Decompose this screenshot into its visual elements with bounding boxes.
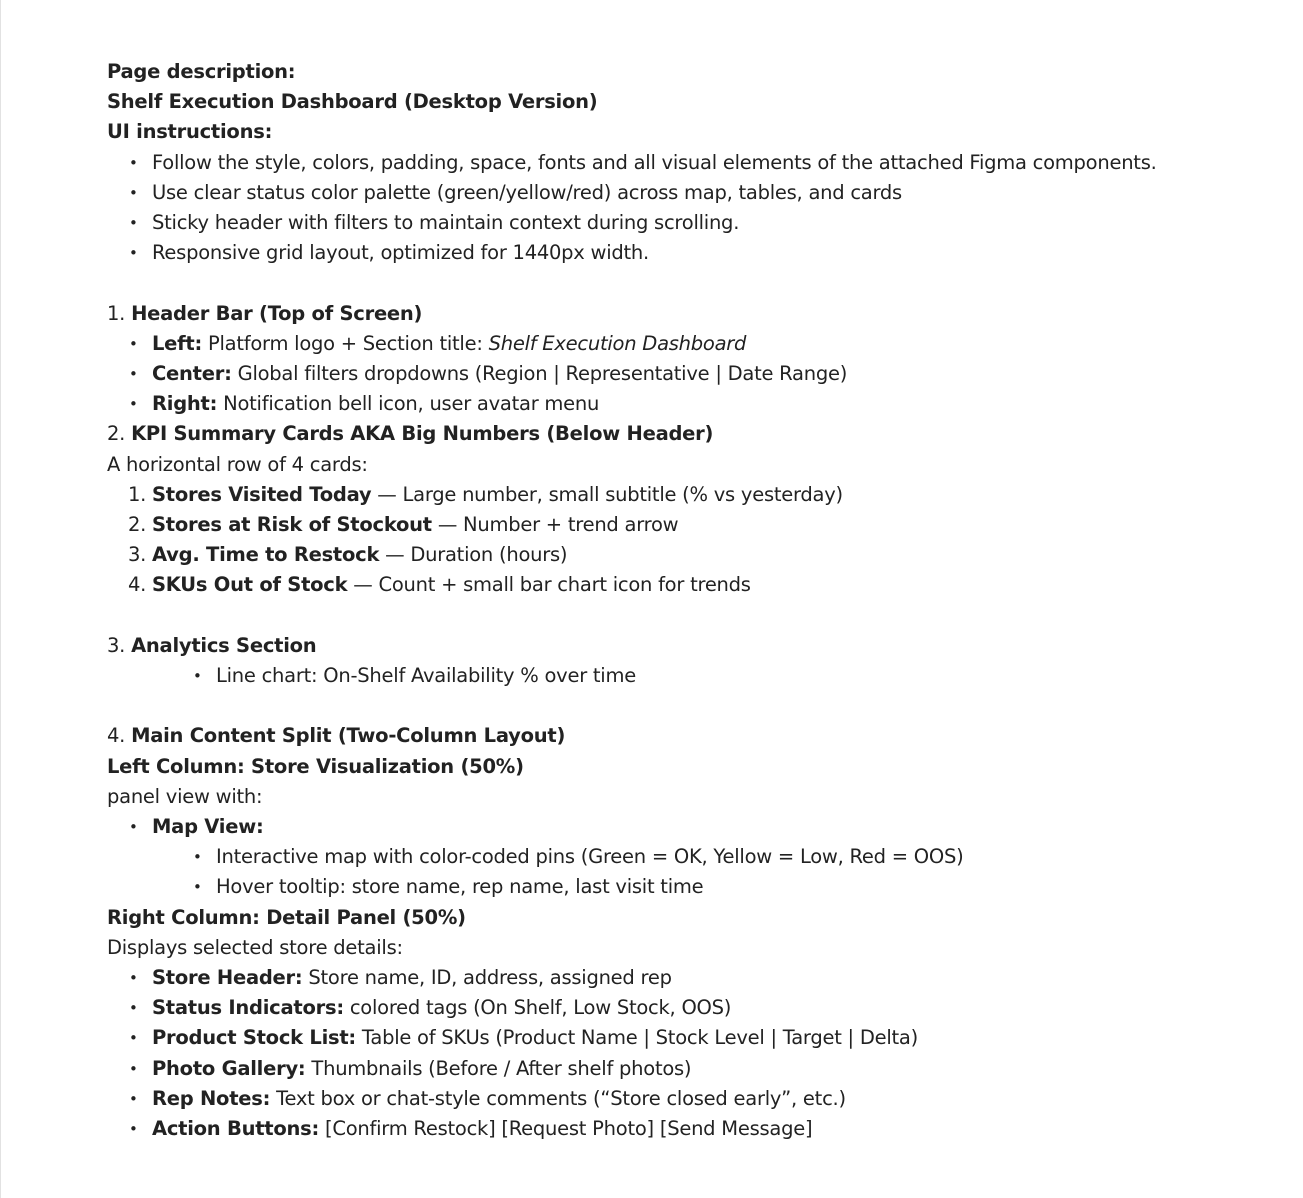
item-label: Map View: bbox=[152, 815, 264, 839]
list-item: • Line chart: On-Shelf Availability % over time bbox=[107, 661, 1287, 691]
section-4-heading bbox=[107, 721, 1287, 751]
item-text: — Number + trend arrow bbox=[431, 513, 679, 537]
item-number: 1. bbox=[128, 482, 147, 506]
section-number: 2. bbox=[107, 422, 126, 446]
list-item bbox=[107, 993, 1287, 1023]
left-column-list bbox=[107, 812, 1287, 842]
section-intro: A horizontal row of 4 cards: bbox=[107, 452, 368, 476]
document-body bbox=[107, 57, 1287, 1144]
left-column-intro: panel view with: bbox=[107, 784, 263, 808]
list-item bbox=[107, 1084, 1287, 1114]
right-column-heading: Right Column: Detail Panel (50%) bbox=[107, 905, 466, 929]
item-label: Left: bbox=[152, 331, 203, 355]
spacer bbox=[107, 268, 1287, 298]
list-item: • Sticky header with filters to maintain context during scrolling. bbox=[107, 208, 1287, 238]
right-column-intro: Displays selected store details: bbox=[107, 935, 403, 959]
item-label: Right: bbox=[152, 392, 218, 416]
list-item: • Interactive map with color-coded pins (Green = OK, Yellow = Low, Red = OOS) bbox=[107, 842, 1287, 872]
map-view-list bbox=[107, 842, 1287, 902]
list-item bbox=[107, 329, 1287, 359]
item-text: Global filters dropdowns (Region | Representative | Date Range) bbox=[231, 362, 848, 386]
left-column-heading: Left Column: Store Visualization (50%) bbox=[107, 754, 524, 778]
list-item bbox=[107, 1023, 1287, 1053]
section-1-heading bbox=[107, 299, 1287, 329]
section-number: 3. bbox=[107, 633, 126, 657]
list-item: • Hover tooltip: store name, rep name, last visit time bbox=[107, 872, 1287, 902]
item-label: Status Indicators: bbox=[152, 996, 344, 1020]
item-italic-text: Shelf Execution Dashboard bbox=[488, 331, 747, 355]
list-item bbox=[107, 480, 1287, 510]
item-text: [Confirm Restock] [Request Photo] [Send Message] bbox=[319, 1117, 813, 1141]
list-item bbox=[107, 812, 1287, 842]
list-item bbox=[107, 359, 1287, 389]
item-label: Avg. Time to Restock bbox=[152, 543, 380, 567]
list-item: • Responsive grid layout, optimized for 1440px width. bbox=[107, 238, 1287, 268]
section-2-heading bbox=[107, 419, 1287, 449]
section-3-heading bbox=[107, 631, 1287, 661]
item-text: Thumbnails (Before / After shelf photos) bbox=[305, 1056, 692, 1080]
page-description-label: Page description: bbox=[107, 60, 296, 83]
item-label: Product Stock List: bbox=[152, 1026, 356, 1050]
item-text: Platform logo + Section title: bbox=[202, 331, 489, 355]
item-text: — Count + small bar chart icon for trends bbox=[347, 573, 751, 597]
section-title: Main Content Split (Two-Column Layout) bbox=[131, 724, 566, 748]
list-item bbox=[107, 540, 1287, 570]
item-label: Store Header: bbox=[152, 966, 303, 990]
item-label: Stores at Risk of Stockout bbox=[152, 513, 432, 537]
item-text: Notification bell icon, user avatar menu bbox=[217, 392, 600, 416]
section-title: Analytics Section bbox=[131, 633, 317, 657]
list-item bbox=[107, 1054, 1287, 1084]
item-label: Photo Gallery: bbox=[152, 1056, 306, 1080]
spacer bbox=[107, 601, 1287, 631]
kpi-cards-list bbox=[107, 480, 1287, 601]
header-bar-list bbox=[107, 329, 1287, 420]
list-item: • Use clear status color palette (green/yellow/red) across map, tables, and cards bbox=[107, 178, 1287, 208]
item-text: — Duration (hours) bbox=[379, 543, 568, 567]
list-item bbox=[107, 570, 1287, 600]
list-item bbox=[107, 389, 1287, 419]
section-number: 1. bbox=[107, 301, 126, 325]
ui-instructions-label: UI instructions: bbox=[107, 120, 273, 144]
item-text: Store name, ID, address, assigned rep bbox=[302, 966, 672, 990]
item-text: — Large number, small subtitle (% vs yesterday) bbox=[371, 482, 843, 506]
ui-instructions-list bbox=[107, 148, 1287, 269]
item-text: Text box or chat-style comments (“Store closed early”, etc.) bbox=[270, 1086, 846, 1110]
list-item bbox=[107, 1114, 1287, 1144]
right-column-list bbox=[107, 963, 1287, 1144]
page-title: Shelf Execution Dashboard (Desktop Version) bbox=[107, 90, 598, 114]
item-label: Rep Notes: bbox=[152, 1086, 271, 1110]
list-item: • Follow the style, colors, padding, space, fonts and all visual elements of the attached Figma components. bbox=[107, 148, 1287, 178]
analytics-list bbox=[107, 661, 1287, 691]
item-number: 3. bbox=[128, 543, 147, 567]
section-title: Header Bar (Top of Screen) bbox=[131, 301, 423, 325]
spacer bbox=[107, 691, 1287, 721]
item-label: Action Buttons: bbox=[152, 1117, 320, 1141]
item-text: colored tags (On Shelf, Low Stock, OOS) bbox=[343, 996, 732, 1020]
item-number: 4. bbox=[128, 573, 147, 597]
item-label: Stores Visited Today bbox=[152, 482, 372, 506]
list-item bbox=[107, 963, 1287, 993]
list-item bbox=[107, 510, 1287, 540]
item-label: Center: bbox=[152, 362, 232, 386]
item-text: Table of SKUs (Product Name | Stock Level | Target | Delta) bbox=[355, 1026, 918, 1050]
section-number: 4. bbox=[107, 724, 126, 748]
item-number: 2. bbox=[128, 513, 147, 537]
item-label: SKUs Out of Stock bbox=[152, 573, 348, 597]
section-title: KPI Summary Cards AKA Big Numbers (Below Header) bbox=[131, 422, 714, 446]
